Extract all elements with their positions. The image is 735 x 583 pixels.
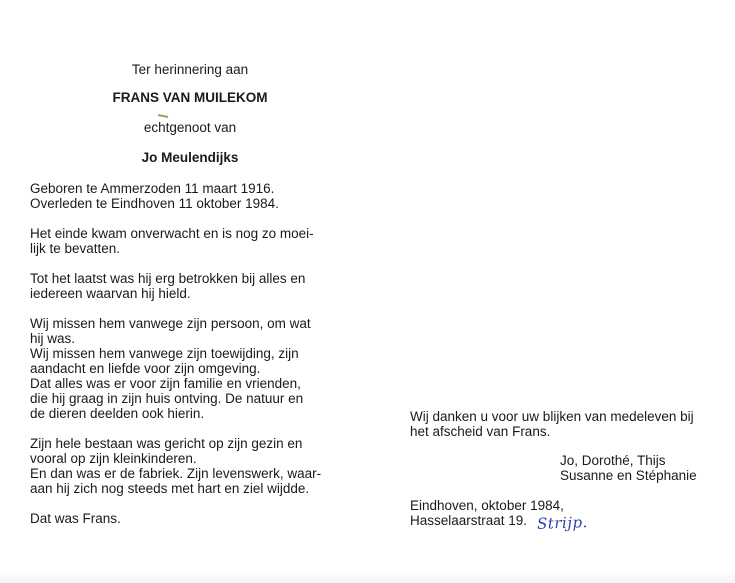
paragraph-line: Het einde kwam onverwacht en is nog zo moei-: [30, 226, 314, 241]
death-line: Overleden te Eindhoven 11 oktober 1984.: [30, 196, 279, 211]
ink-mark: [158, 114, 168, 118]
closing-line: Dat was Frans.: [30, 511, 121, 526]
birth-line: Geboren te Ammerzoden 11 maart 1916.: [30, 181, 275, 196]
paragraph-line: Tot het laatst was hij erg betrokken bij alles en: [30, 271, 306, 286]
paragraph-line: Wij missen hem vanwege zijn persoon, om wat: [30, 316, 311, 331]
paragraph-line: Dat alles was er voor zijn familie en vrienden,: [30, 376, 301, 391]
family-names: Jo, Dorothé, Thijs: [560, 453, 666, 468]
intro-text: Ter herinnering aan: [131, 62, 249, 77]
paragraph-line: die hij graag in zijn huis ontving. De natuur en: [30, 391, 304, 406]
paragraph-line: Wij missen hem vanwege zijn toewijding, zijn: [30, 346, 299, 361]
paragraph-line: iedereen waarvan hij hield.: [30, 286, 191, 301]
paragraph-line: Zijn hele bestaan was gericht op zijn gezin en: [30, 436, 303, 451]
handwritten-note: Strijp.: [536, 513, 589, 533]
spouse-name: Jo Meulendijks: [141, 150, 239, 165]
address-line: Hasselaarstraat 19.: [410, 513, 528, 528]
paragraph-line: aan hij zich nog steeds met hart en ziel wijdde.: [30, 481, 310, 496]
relation-text: echtgenoot van: [143, 120, 237, 135]
thanks-line: Wij danken u voor uw blijken van medeleven bij: [410, 409, 694, 424]
family-names: Susanne en Stéphanie: [560, 468, 697, 483]
paragraph-line: En dan was er de fabriek. Zijn levenswerk, waar-: [30, 466, 322, 481]
paragraph-line: vooral op zijn kleinkinderen.: [30, 451, 197, 466]
card-edge: [0, 572, 735, 583]
paragraph-line: aandacht en liefde voor zijn omgeving.: [30, 361, 261, 376]
thanks-line: het afscheid van Frans.: [410, 424, 551, 439]
paragraph-line: hij was.: [30, 331, 76, 346]
address-line: Eindhoven, oktober 1984,: [410, 498, 564, 513]
paragraph-line: lijk te bevatten.: [30, 241, 121, 256]
deceased-name: FRANS VAN MUILEKOM: [112, 90, 268, 105]
paragraph-line: de dieren deelden ook hierin.: [30, 406, 205, 421]
